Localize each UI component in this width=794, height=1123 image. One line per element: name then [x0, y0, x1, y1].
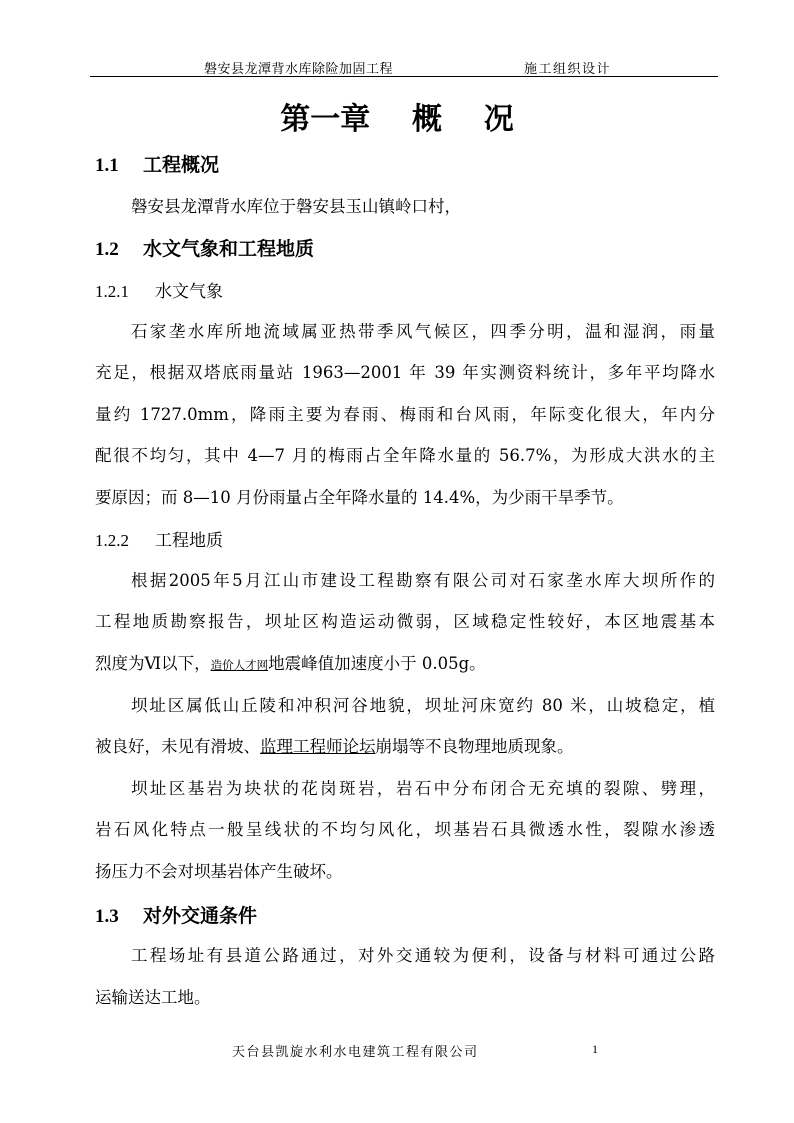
chapter-title: 第一章 概 况 — [280, 102, 514, 137]
paragraph-line: 要原因；而 8—10 月份雨量占全年降水量的 14.4%，为少雨干旱季节。 — [95, 488, 624, 507]
section-1-3-heading — [95, 901, 257, 928]
paragraph-line: 石家垄水库所地流域属亚热带季风气候区，四季分明，温和湿润，雨量 — [131, 322, 715, 341]
text-run: 烈度为Ⅵ以下， — [95, 654, 211, 673]
paragraph-line: 配很不均匀，其中 4—7 月的梅雨占全年降水量的 56.7%，为形成大洪水的主 — [95, 446, 715, 465]
paragraph-line: 岩石风化特点一般呈线状的不均匀风化，坝基岩石具微透水性，裂隙水渗透 — [95, 820, 715, 839]
section-1-2-1-heading — [95, 277, 223, 302]
paragraph-line — [95, 650, 715, 674]
section-title: 水文气象和工程地质 — [143, 238, 315, 260]
section-title: 水文气象 — [155, 282, 223, 302]
header-doc-type: 施工组织设计 — [524, 62, 612, 77]
header-rule — [90, 76, 718, 77]
paragraph-line: 坝址区基岩为块状的花岗斑岩，岩石中分布闭合无充填的裂隙、劈理， — [131, 779, 715, 798]
text-run: 崩塌等不良物理地质现象。 — [375, 737, 574, 756]
section-number: 1.3 — [95, 906, 119, 927]
watermark-link-jianli[interactable]: 监理工程师论坛 — [260, 737, 376, 756]
paragraph-line: 充足，根据双塔底雨量站 1963—2001 年 39 年实测资料统计，多年平均降水 — [95, 363, 715, 382]
text-run: 地震峰值加速度小于 0.05g。 — [268, 654, 486, 673]
paragraph-line: 量约 1727.0mm，降雨主要为春雨、梅雨和台风雨，年际变化很大，年内分 — [95, 405, 715, 424]
watermark-link-zaojia[interactable]: 造价人才网 — [210, 658, 269, 672]
page-number: 1 — [592, 1042, 598, 1056]
section-number: 1.1 — [95, 155, 119, 176]
section-title: 对外交通条件 — [143, 905, 258, 927]
section-number: 1.2 — [95, 239, 119, 260]
section-1-1-heading — [95, 150, 219, 177]
section-number: 1.2.2 — [95, 531, 129, 550]
paragraph-line: 运输送达工地。 — [95, 988, 211, 1007]
paragraph-line: 根据2005年5月江山市建设工程勘察有限公司对石家垄水库大坝所作的 — [131, 571, 715, 590]
paragraph-line: 工程场址有县道公路通过，对外交通较为便利，设备与材料可通过公路 — [131, 946, 715, 965]
section-1-2-heading — [95, 234, 314, 261]
paragraph-line: 扬压力不会对坝基岩体产生破坏。 — [95, 862, 343, 881]
paragraph-line — [95, 733, 715, 757]
section-title: 工程概况 — [143, 154, 220, 176]
section-title: 工程地质 — [155, 531, 223, 551]
paragraph-line: 坝址区属低山丘陵和冲积河谷地貌，坝址河床宽约 80 米，山坡稳定，植 — [131, 696, 715, 715]
text-run: 被良好，未见有滑坡、 — [95, 737, 260, 756]
paragraph-line: 磐安县龙潭背水库位于磐安县玉山镇岭口村， — [131, 197, 461, 216]
footer-company: 天台县凯旋水利水电建筑工程有限公司 — [232, 1045, 479, 1060]
section-1-2-2-heading — [95, 526, 223, 551]
section-number: 1.2.1 — [95, 282, 129, 301]
paragraph-line: 工程地质勘察报告，坝址区构造运动微弱，区域稳定性较好，本区地震基本 — [95, 612, 715, 631]
header-project-title: 磐安县龙潭背水库除险加固工程 — [204, 62, 394, 77]
